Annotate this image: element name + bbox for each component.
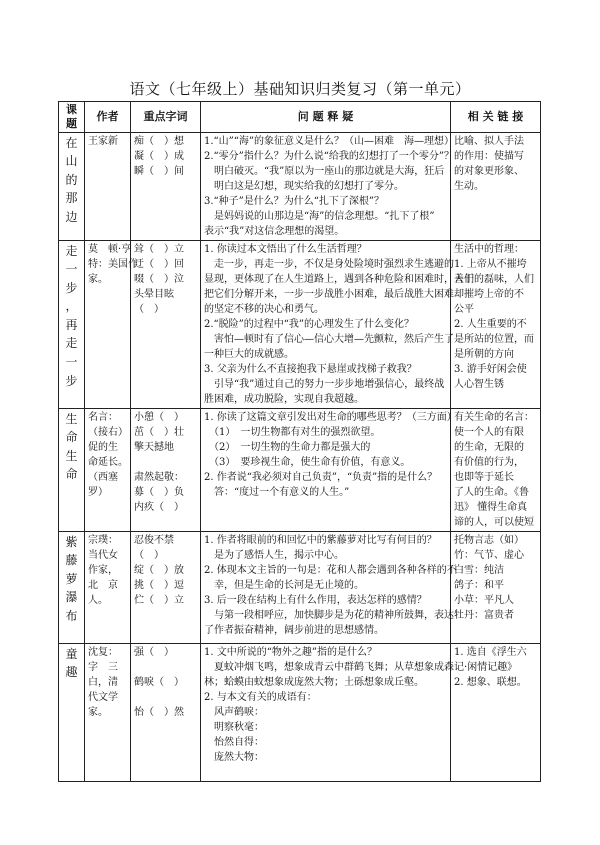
- links-cell-line: 托物言志（如）: [454, 534, 524, 546]
- questions-cell-line: 一种巨大的成就感。: [204, 348, 294, 360]
- author-cell-line: 当代女: [88, 549, 118, 561]
- links-cell-line: 比喻、拟人手法: [454, 135, 524, 147]
- author-cell-line: 代文学: [88, 691, 118, 703]
- links-cell-line: 是所站的位置，而: [454, 333, 534, 345]
- questions-cell: [201, 408, 457, 531]
- questions-cell-line: 1. 你读了这篇文章引发出对生命的哪些思考？（三方面）: [204, 411, 457, 423]
- words-cell-line: 凝（ ）成: [134, 150, 184, 162]
- author-cell-line: 促的生: [88, 441, 118, 453]
- header-words: 重点字词: [131, 102, 201, 133]
- words-cell-line: （ ）: [134, 549, 164, 561]
- questions-cell-line: （2） 一切生物的生命力都是强大的: [204, 441, 371, 453]
- topic-cell-line: 再: [65, 317, 78, 332]
- questions-cell-line: 3. 后一段在结构上有什么作用，表达怎样的感情？: [204, 594, 427, 606]
- questions-cell-line: 是妈妈说的山那边是“海”的信念理想。“扎下了根”: [204, 210, 435, 222]
- topic-cell-line: 的: [65, 172, 78, 187]
- words-cell-line: 痴（ ）想: [134, 135, 184, 147]
- topic-cell-line: 趣: [65, 665, 78, 680]
- words-cell-line: 挑（ ）逗: [134, 579, 184, 591]
- topic-cell-line: 走: [65, 336, 78, 351]
- author-cell-line: 特：美国作: [88, 258, 138, 270]
- words-cell-line: 忍俊不禁: [134, 534, 174, 546]
- questions-cell-line: 3.“种子”是什么？为什么“扎下了深根”？: [204, 195, 384, 207]
- questions-cell-line: 的坚定不移的决心和勇气。: [204, 303, 324, 315]
- links-cell-line: 1. 上帝从不摧垮: [454, 258, 527, 270]
- words-cell-line: 募（ ）负: [134, 486, 184, 498]
- author-cell-line: 沈复：: [88, 646, 118, 658]
- topic-cell-line: 步: [65, 280, 78, 295]
- links-cell-line: 是所朝的方向: [454, 348, 514, 360]
- author-cell-line: （接右）: [88, 426, 128, 438]
- header-row: [59, 102, 541, 133]
- table-row: [59, 408, 541, 531]
- questions-cell-line: （1） 一切生物都有对生的强烈欲望。: [204, 426, 381, 438]
- table-row: [59, 240, 541, 408]
- links-cell: [451, 643, 541, 781]
- links-cell-line: 公平: [454, 303, 474, 315]
- questions-cell-line: 1.“山”“海”的象征意义是什么？（山—困难 海—理想）: [204, 135, 454, 147]
- page-title: 语文（七年级上）基础知识归类复习（第一单元）: [129, 80, 471, 98]
- topic-cell-line: 步: [65, 373, 78, 388]
- author-cell-line: 家。: [88, 706, 108, 718]
- topic-cell-line: 藤: [65, 553, 78, 568]
- links-cell-line: 的对象更形象、: [454, 165, 524, 177]
- topic-cell-line: 布: [65, 608, 78, 623]
- links-cell-line: 3. 游手好闲会使: [454, 363, 527, 375]
- links-cell-line: 有关生命的名言：: [454, 411, 534, 423]
- questions-cell-line: 把它们分解开来，一步一步战胜小困难，最后战胜大困难: [204, 288, 454, 300]
- author-cell: [85, 132, 131, 240]
- words-cell-line: 小憩（ ）: [134, 411, 184, 423]
- topic-cell-line: 一: [65, 262, 78, 277]
- questions-cell-line: 2.“脱险”的过程中“我”的心理发生了什么变化？: [204, 318, 414, 330]
- words-cell-line: [134, 660, 197, 675]
- words-cell-line: 耸（ ）立: [134, 243, 184, 255]
- questions-cell-line: 害怕—顿时有了信心—信心大增—先颤粒，然后产生了: [204, 333, 454, 345]
- links-cell-line: 生活中的哲理：: [454, 243, 524, 255]
- links-cell-line: 却摧垮上帝的不: [454, 288, 524, 300]
- table-row: [59, 132, 541, 240]
- questions-cell-line: 明白破灭。“我”原以为一座山的那边就是大海，狂后: [204, 165, 445, 177]
- links-cell-line: 记·闲情记趣》: [454, 661, 518, 673]
- links-cell-line: 使一个人的有限: [454, 426, 524, 438]
- author-cell-line: （西塞: [88, 471, 118, 483]
- words-cell-line: [134, 455, 197, 470]
- links-cell-line: 的作用：使描写: [454, 150, 524, 162]
- words-cell-line: 绽（ ）放: [134, 564, 184, 576]
- links-cell-line: 迅》 懂得生命真: [454, 501, 528, 513]
- author-cell-line: 宗璞：: [88, 534, 118, 546]
- questions-cell-line: 3. 父亲为什么不直接抱我下悬崖或找梯子救我？: [204, 363, 417, 375]
- author-cell-line: 北 京: [88, 579, 118, 591]
- links-cell: [451, 408, 541, 531]
- questions-cell-line: 林；蛤蟆由蚊想象成庞然大物；土砾想象成丘壑。: [204, 676, 424, 688]
- questions-cell-line: 1. 文中所说的“物外之趣”指的是什么？: [204, 646, 377, 658]
- words-cell-line: 怡（ ）然: [134, 706, 184, 718]
- words-cell-line: 伫（ ）立: [134, 594, 184, 606]
- links-cell-line: 白雪：纯洁: [454, 564, 504, 576]
- links-cell-line: 2. 想象、联想。: [454, 676, 527, 688]
- questions-cell-line: 幸，但是生命的长河是无止境的。: [204, 579, 364, 591]
- questions-cell-line: 明白这是幻想，现实给我的幻想打了零分。: [204, 180, 404, 192]
- author-cell-line: 命延长。: [88, 456, 128, 468]
- links-cell-line: 竹：气节、虚心: [454, 549, 524, 561]
- links-cell-line: 了人的生命。《鲁: [454, 486, 529, 498]
- author-cell-line: 王家新: [88, 135, 118, 147]
- questions-cell-line: 走一步，再走一步，不仅是身处险境时强烈求生逃避的: [204, 258, 454, 270]
- questions-cell-line: 风声鹤唳：: [204, 706, 264, 718]
- author-cell-line: 作家，: [88, 564, 118, 576]
- topic-cell-line: 生: [65, 448, 78, 463]
- questions-cell-line: 2. 作者说“我必须对自己负责”，“负责”指的是什么？: [204, 471, 438, 483]
- words-cell-line: 强（ ）: [134, 646, 174, 658]
- questions-cell: [201, 531, 457, 643]
- questions-cell-line: 2. 与本文有关的成语有：: [204, 691, 317, 703]
- topic-cell-line: 命: [65, 430, 78, 445]
- links-cell-line: 人们的磊味，人们: [454, 273, 534, 285]
- words-cell-line: 迂（ ）回: [134, 258, 184, 270]
- table-row: [59, 531, 541, 643]
- words-cell-line: [134, 690, 197, 705]
- topic-cell: [59, 531, 85, 643]
- topic-cell-line: 在: [65, 135, 78, 150]
- topic-cell-line: 紫: [65, 534, 78, 549]
- links-cell-line: 谛的人，可以使短: [454, 516, 534, 528]
- questions-cell: [201, 643, 454, 781]
- words-cell: [131, 531, 201, 643]
- author-cell-line: 人。: [88, 594, 108, 606]
- questions-cell-line: 1. 作者将眼前的和回忆中的紫藤萝对比写有何目的？: [204, 534, 437, 546]
- questions-cell-line: 2.“零分”指什么？为什么说“给我的幻想打了一个零分”？: [204, 150, 454, 162]
- questions-cell-line: 明察秋毫：: [204, 721, 264, 733]
- questions-cell-line: 1. 你读过本文悟出了什么生活哲理？: [204, 243, 367, 255]
- questions-cell-line: （3） 要珍视生命，使生命有价值，有意义。: [204, 456, 411, 468]
- links-cell-line: 鸽子：和平: [454, 579, 504, 591]
- questions-cell-line: 引导“我”通过自己的努力一步步地增强信心，最终战: [204, 378, 445, 390]
- topic-cell-line: ，: [65, 299, 78, 314]
- links-cell-line: 生动。: [454, 180, 484, 192]
- words-cell-line: 肃然起敬：: [134, 471, 184, 483]
- topic-cell-line: 那: [65, 191, 78, 206]
- words-cell-line: 头晕目眩: [134, 288, 174, 300]
- topic-cell-line: 生: [65, 411, 78, 426]
- topic-cell-line: 瀑: [65, 590, 78, 605]
- questions-cell: [201, 132, 454, 240]
- topic-cell: [59, 408, 85, 531]
- questions-cell-line: 与第一段相呼应，加快脚步是为花的精神所鼓舞，表达: [204, 609, 454, 621]
- questions-cell-line: 是为了感悟人生，揭示中心。: [204, 549, 344, 561]
- questions-cell-line: 夏蚊冲烟飞鸣，想象成青云中群鹤飞舞；从草想象成森: [204, 661, 454, 673]
- words-cell: [131, 240, 201, 408]
- topic-cell-line: 走: [65, 243, 78, 258]
- header-topic: 课题: [59, 102, 85, 133]
- links-cell-line: 也即等于延长: [454, 471, 514, 483]
- words-cell-line: 啜（ ）泣: [134, 273, 184, 285]
- questions-cell-line: 表示“我”对这信念理想的渴望。: [204, 225, 345, 237]
- questions-cell-line: 怡然自得：: [204, 736, 264, 748]
- table-body: [59, 132, 541, 781]
- links-cell-line: 1. 选自《浮生六: [454, 646, 527, 658]
- words-cell-line: 鹤唳（ ）: [134, 676, 184, 688]
- topic-cell: [59, 132, 85, 240]
- topic-cell: [59, 240, 85, 408]
- questions-cell-line: 显现，更体现了在人生道路上，遇到各种危险和困难时，善于: [204, 273, 474, 285]
- header-links: 相 关 链 接: [451, 102, 541, 133]
- words-cell-line: 内疚（ ）: [134, 501, 184, 513]
- links-cell: [451, 132, 541, 240]
- words-cell: [131, 132, 201, 240]
- words-cell-line: 瞬（ ）间: [134, 165, 184, 177]
- words-cell-line: 茁（ ）壮: [134, 426, 184, 438]
- topic-cell-line: 一: [65, 355, 78, 370]
- questions-cell-line: 答：“度过一个有意义的人生。”: [204, 486, 350, 498]
- links-cell-line: 牡丹：富贵者: [454, 609, 514, 621]
- review-table: [58, 101, 541, 782]
- links-cell-line: 人心智生锈: [454, 378, 504, 390]
- links-cell-line: 2. 人生重要的不: [454, 318, 527, 330]
- author-cell-line: 字 三: [88, 661, 118, 673]
- author-cell: [85, 240, 138, 408]
- links-cell-line: 的生命，无限的: [454, 441, 524, 453]
- questions-cell-line: 了作者振奋精神，阔步前进的思想感情。: [204, 624, 384, 636]
- words-cell: [131, 643, 201, 781]
- links-cell: [451, 240, 541, 408]
- questions-cell-line: 2. 体现本文主旨的一句是：花和人都会遇到各种各样的不: [204, 564, 457, 576]
- header-questions: 问 题 释 疑: [201, 102, 451, 133]
- author-cell-line: 家。: [88, 273, 108, 285]
- topic-cell-line: 山: [65, 154, 78, 169]
- links-cell-line: 小草：平凡人: [454, 594, 514, 606]
- author-cell-line: 莫 顿·亨: [88, 243, 132, 255]
- words-cell-line: 擎天撼地: [134, 441, 174, 453]
- questions-cell-line: 胜困难，成功脱险，实现自我超越。: [204, 393, 364, 405]
- author-cell-line: 罗）: [88, 486, 108, 498]
- topic-cell-line: 萝: [65, 571, 78, 586]
- header-author: 作者: [85, 102, 131, 133]
- author-cell-line: 名言：: [88, 411, 118, 423]
- words-cell: [131, 408, 201, 531]
- topic-cell: [59, 643, 85, 781]
- author-cell: [85, 643, 131, 781]
- links-cell-line: 有价值的行为，: [454, 456, 524, 468]
- links-cell: [451, 531, 541, 643]
- topic-cell-line: 命: [65, 467, 78, 482]
- author-cell: [85, 408, 131, 531]
- table-row: [59, 643, 541, 781]
- questions-cell-line: 庞然大物：: [204, 751, 264, 763]
- author-cell-line: 白，清: [88, 676, 118, 688]
- words-cell-line: （ ）: [134, 303, 164, 315]
- topic-cell-line: 边: [65, 209, 78, 224]
- author-cell: [85, 531, 131, 643]
- topic-cell-line: 童: [65, 646, 78, 661]
